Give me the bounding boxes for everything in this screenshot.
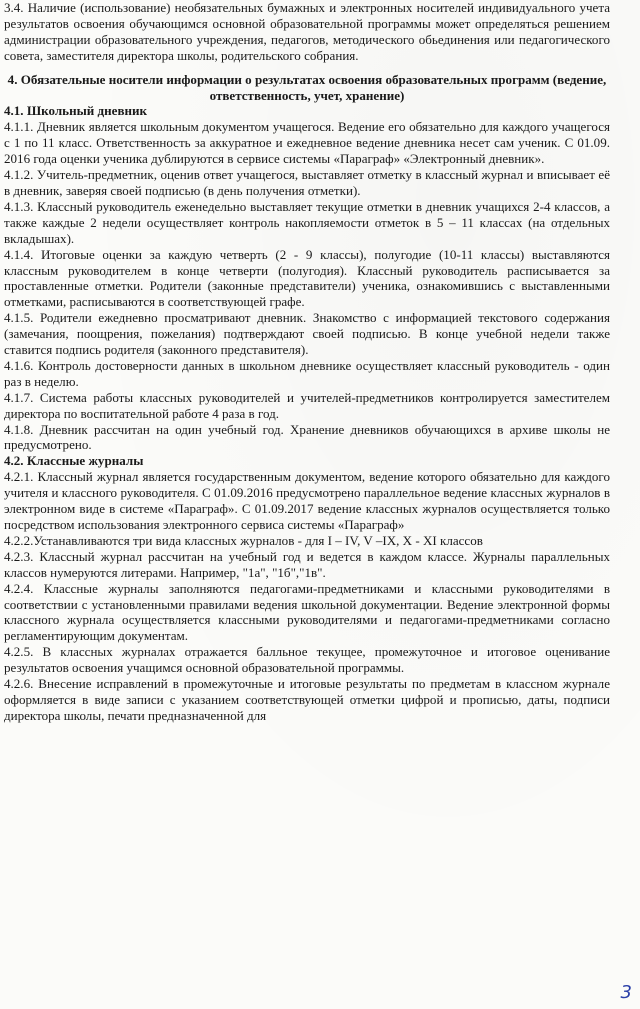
paragraph-4-1-4: 4.1.4. Итоговые оценки за каждую четверть (2 - 9 классы), полугодие (10-11 классы) выставляются классным руководителем в конце четверти (полугодия). Классный руководитель расписывается за проставленные отметки. Родители (законные представители) ученика, ознакомившись с выставленными отметками, расписываются в соответствующей графе. [4,246,610,310]
paragraph-4-2-1: 4.2.1. Классный журнал является государственным документом, ведение которого обязательно для каждого учителя и классного руководителя. С 01.09.2016 предусмотрено параллельное ведение классных журналов в электронном виде в системе «Параграф». С 01.09.2017 ведение классных журналов осуществляется только посредством использования электронного сервиса системы «Параграф» [4,469,610,532]
paragraph-4-1-3: 4.1.3. Классный руководитель еженедельно выставляет текущие отметки в дневник учащихся 2-4 классов, а также каждые 2 недели осуществляет контроль накопляемости отметок в 5 – 11 классах (на отдельных вкладышах). [4,198,610,246]
section-4-title: 4. Обязательные носители информации о результатах освоения образовательных программ (ведение, ответственность, учет, хранение) [7,71,607,103]
paragraph-4-1-8: 4.1.8. Дневник рассчитан на один учебный год. Хранение дневников обучающихся в архиве школы не предусмотрено. [4,421,610,453]
paragraph-3-4: 3.4. Наличие (использование) необязательных бумажных и электронных носителей индивидуального учета результатов освоения обучающимся основной образовательной программы может определяться решением администрации образовательного учреждения, педагогов, методического обьединения или педагогического совета, заместителя директора школы, родительского собрания. [4,0,610,63]
document-body [4,0,610,724]
paragraph-4-1-5: 4.1.5. Родители ежедневно просматривают дневник. Знакомство с информацией текстового содержания (замечания, поощрения, пожелания) подтверждают своей подписью. В конце учебной недели также ставится подпись родителя (законного представителя). [4,310,610,358]
paragraph-4-1-7: 4.1.7. Система работы классных руководителей и учителей-предметников контролируется заместителем директора по воспитательной работе 4 раза в год. [4,389,610,421]
paragraph-4-2-6: 4.2.6. Внесение исправлений в промежуточные и итоговые результаты по предметам в классном журнале оформляется в виде записи с указанием соответствующей отметки цифрой и прописью, даты, подписи директора школы, печати предназначенной для [4,676,610,723]
heading-4-1: 4.1. Школьный дневник [4,103,148,119]
paragraph-4-1-1: 4.1.1. Дневник является школьным документом учащегося. Ведение его обязательно для каждого учащегося с 1 по 11 класс. Ответственность за аккуратное и ежедневное ведение дневника несет сам ученик. С 01.09. 2016 года оценки ученика дублируются в сервисе системы «Параграф» «Электронный дневник». [4,119,610,167]
paragraph-4-2-2: 4.2.2.Устанавливаются три вида классных журналов - для I – IV, V –IX, X - XI классов [4,532,483,548]
paragraph-4-1-6: 4.1.6. Контроль достоверности данных в школьном дневнике осуществляет классный руководитель - один раз в неделю. [4,357,610,389]
paragraph-4-1-2: 4.1.2. Учитель-предметник, оценив ответ учащегося, выставляет отметку в классный журнал и вписывает её в дневник, заверяя своей подписью (в день получения отметки). [4,167,610,198]
page-number: 3 [620,982,632,1003]
paragraph-4-2-5: 4.2.5. В классных журналах отражается балльное текущее, промежуточное и итоговое оценивание результатов освоения учащимся основной образовательной программы. [4,644,610,676]
paragraph-4-2-4: 4.2.4. Классные журналы заполняются педагогами-предметниками и классными руководителями в соответствии с установленными правилами ведения школьной документации. Ведение электронной формы классного журнала осуществляется классными руководителями и педагогами-предметниками согласно регламентирующим документам. [4,580,610,644]
paragraph-4-2-3: 4.2.3. Классный журнал рассчитан на учебный год и ведется в каждом классе. Журналы параллельных классов нумеруются литерами. Например, "1а", "1б","1в". [4,548,610,580]
heading-4-2: 4.2. Классные журналы [4,453,144,469]
